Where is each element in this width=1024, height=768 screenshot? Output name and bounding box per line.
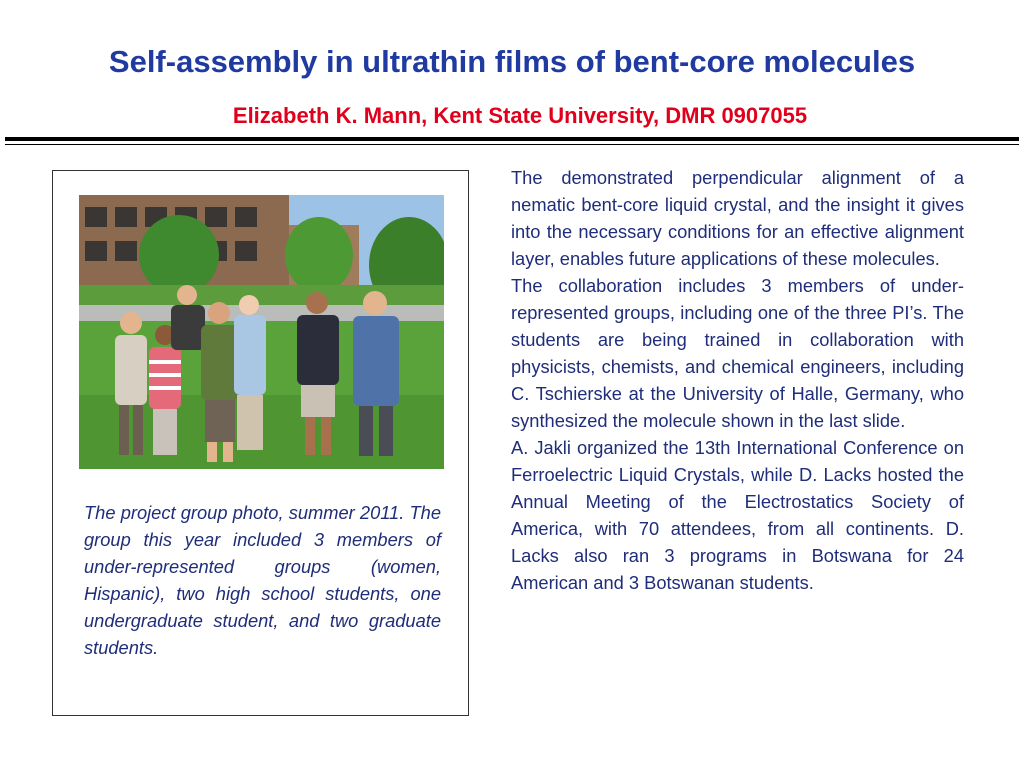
divider-thin [5,144,1019,145]
paragraph-collaboration: The collaboration includes 3 members of under-represented groups, including one of the three PI’s. The students are being trained in collaboration with physicists, chemists, and chemical engineers, including C. Tschierske at the University of Halle, Germany, who synthesized the molecule shown in the last slide. [511,275,964,431]
paragraph-alignment: The demonstrated perpendicular alignment of a nematic bent-core liquid crystal, and the insight it gives into the necessary conditions for an effective alignment layer, enables future applications of these molecules. [511,167,964,269]
body-text [511,164,964,596]
divider-thick [5,137,1019,141]
paragraph-outreach: A. Jakli organized the 13th International Conference on Ferroelectric Liquid Crystals, while D. Lacks hosted the Annual Meeting of the Electrostatics Society of America, with 70 attendees, from all continents. D. Lacks also ran 3 programs in Botswana for 24 American and 3 Botswanan students. [511,437,964,593]
slide-title: Self-assembly in ultrathin films of bent-core molecules [108,44,916,79]
photo-panel [52,170,469,716]
photo-caption: The project group photo, summer 2011. The group this year included 3 members of under-represented groups (women, Hispanic), two high school students, one undergraduate student, and two graduate students. [84,502,441,658]
group-photo [79,195,444,469]
slide-subtitle: Elizabeth K. Mann, Kent State University, DMR 0907055 [232,103,808,128]
